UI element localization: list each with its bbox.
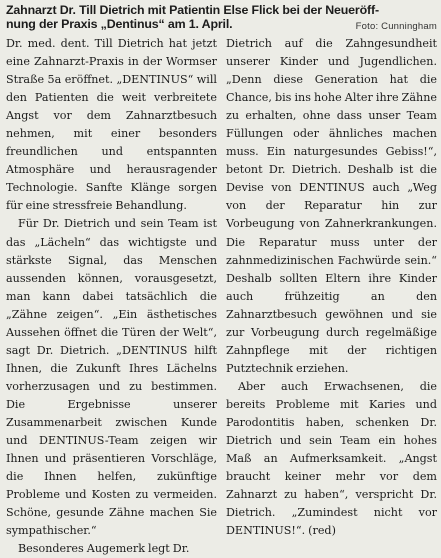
photo-caption bbox=[6, 3, 437, 31]
article-body bbox=[6, 35, 437, 558]
paragraph-smile: Für Dr. Dietrich und sein Team ist das „Lächeln“ das wichtigste und stärkste Signal, das Menschen aussenden können, vorausgesetzt, man kann dabei tatsächlich die „Zähne zeigen“. „Ein ästhetisches Aussehen öffnet die Türen der Welt“, sagt Dr. Dietrich. „DENTINUS hilft Ihnen, die Zukunft Ihres Lächelns vorherzusagen und zu bestimmen. Die Ergebnisse unserer Zusammenarbeit zwischen Kunde und DENTINUS-Team zeigen wir Ihnen und präsentieren Vorschläge, die Ihnen helfen, zukünftige Probleme und Kosten zu vermeiden. Schöne, gesunde Zähne machen Sie sympathischer.“ bbox=[6, 217, 217, 538]
caption-line-1: Zahnarzt Dr. Till Dietrich mit Patientin Else Flick bei der Neueröff- bbox=[6, 3, 379, 17]
article-column-left bbox=[6, 35, 217, 558]
photo-credit: Foto: Cunningham bbox=[355, 21, 437, 32]
article-column-right bbox=[226, 35, 437, 558]
paragraph-children-cont: Dietrich auf die Zahngesundheit unserer Kinder und Jugendlichen. „Denn diese Generation hat die Chance, bis ins hohe Alter ihre Zähne zu erhalten, ohne dass unser Team Füllungen oder ähnliches machen muss. Ein naturgesundes Gebiss!“, betont Dr. Dietrich. Deshalb ist die Devise von DENTINUS auch „Weg von der Reparatur hin zur Vorbeugung von Zahnerkrankungen. Die Reparatur muss unter der zahnmedizinischen Fachwürde sein.“ Deshalb sollten Eltern ihre Kinder auch frühzeitig an den Zahnarztbesuch gewöhnen und sie zur Vorbeugung durch regelmäßige Zahnpflege mit der richtigen Putztechnik erziehen. bbox=[226, 37, 437, 375]
paragraph-intro: Dr. med. dent. Till Dietrich hat jetzt eine Zahnarzt-Praxis in der Wormser Straße 5a eröffnet. „DENTINUS“ will den Patienten die weit verbreitete Angst vor dem Zahnarztbesuch nehmen, mit einer besonders freundlichen und entspannten Atmosphäre und herausragender Technologie. Sanfte Klänge sorgen für eine stressfreie Behandlung. bbox=[6, 37, 217, 213]
paragraph-children-start: Besonderes Augemerk legt Dr. bbox=[18, 542, 190, 556]
paragraph-adults: Aber auch Erwachsenen, die bereits Probleme mit Karies und Parodontitis haben, schenken Dr. Dietrich und sein Team ein hohes Maß an Aufmerksamkeit. „Angst braucht keiner mehr vor dem Zahnarzt zu haben“, verspricht Dr. Dietrich. „Zumindest nicht vor DENTINUS!“. (red) bbox=[226, 379, 437, 538]
caption-line-2: nung der Praxis „Dentinus“ am 1. April. bbox=[6, 17, 233, 31]
